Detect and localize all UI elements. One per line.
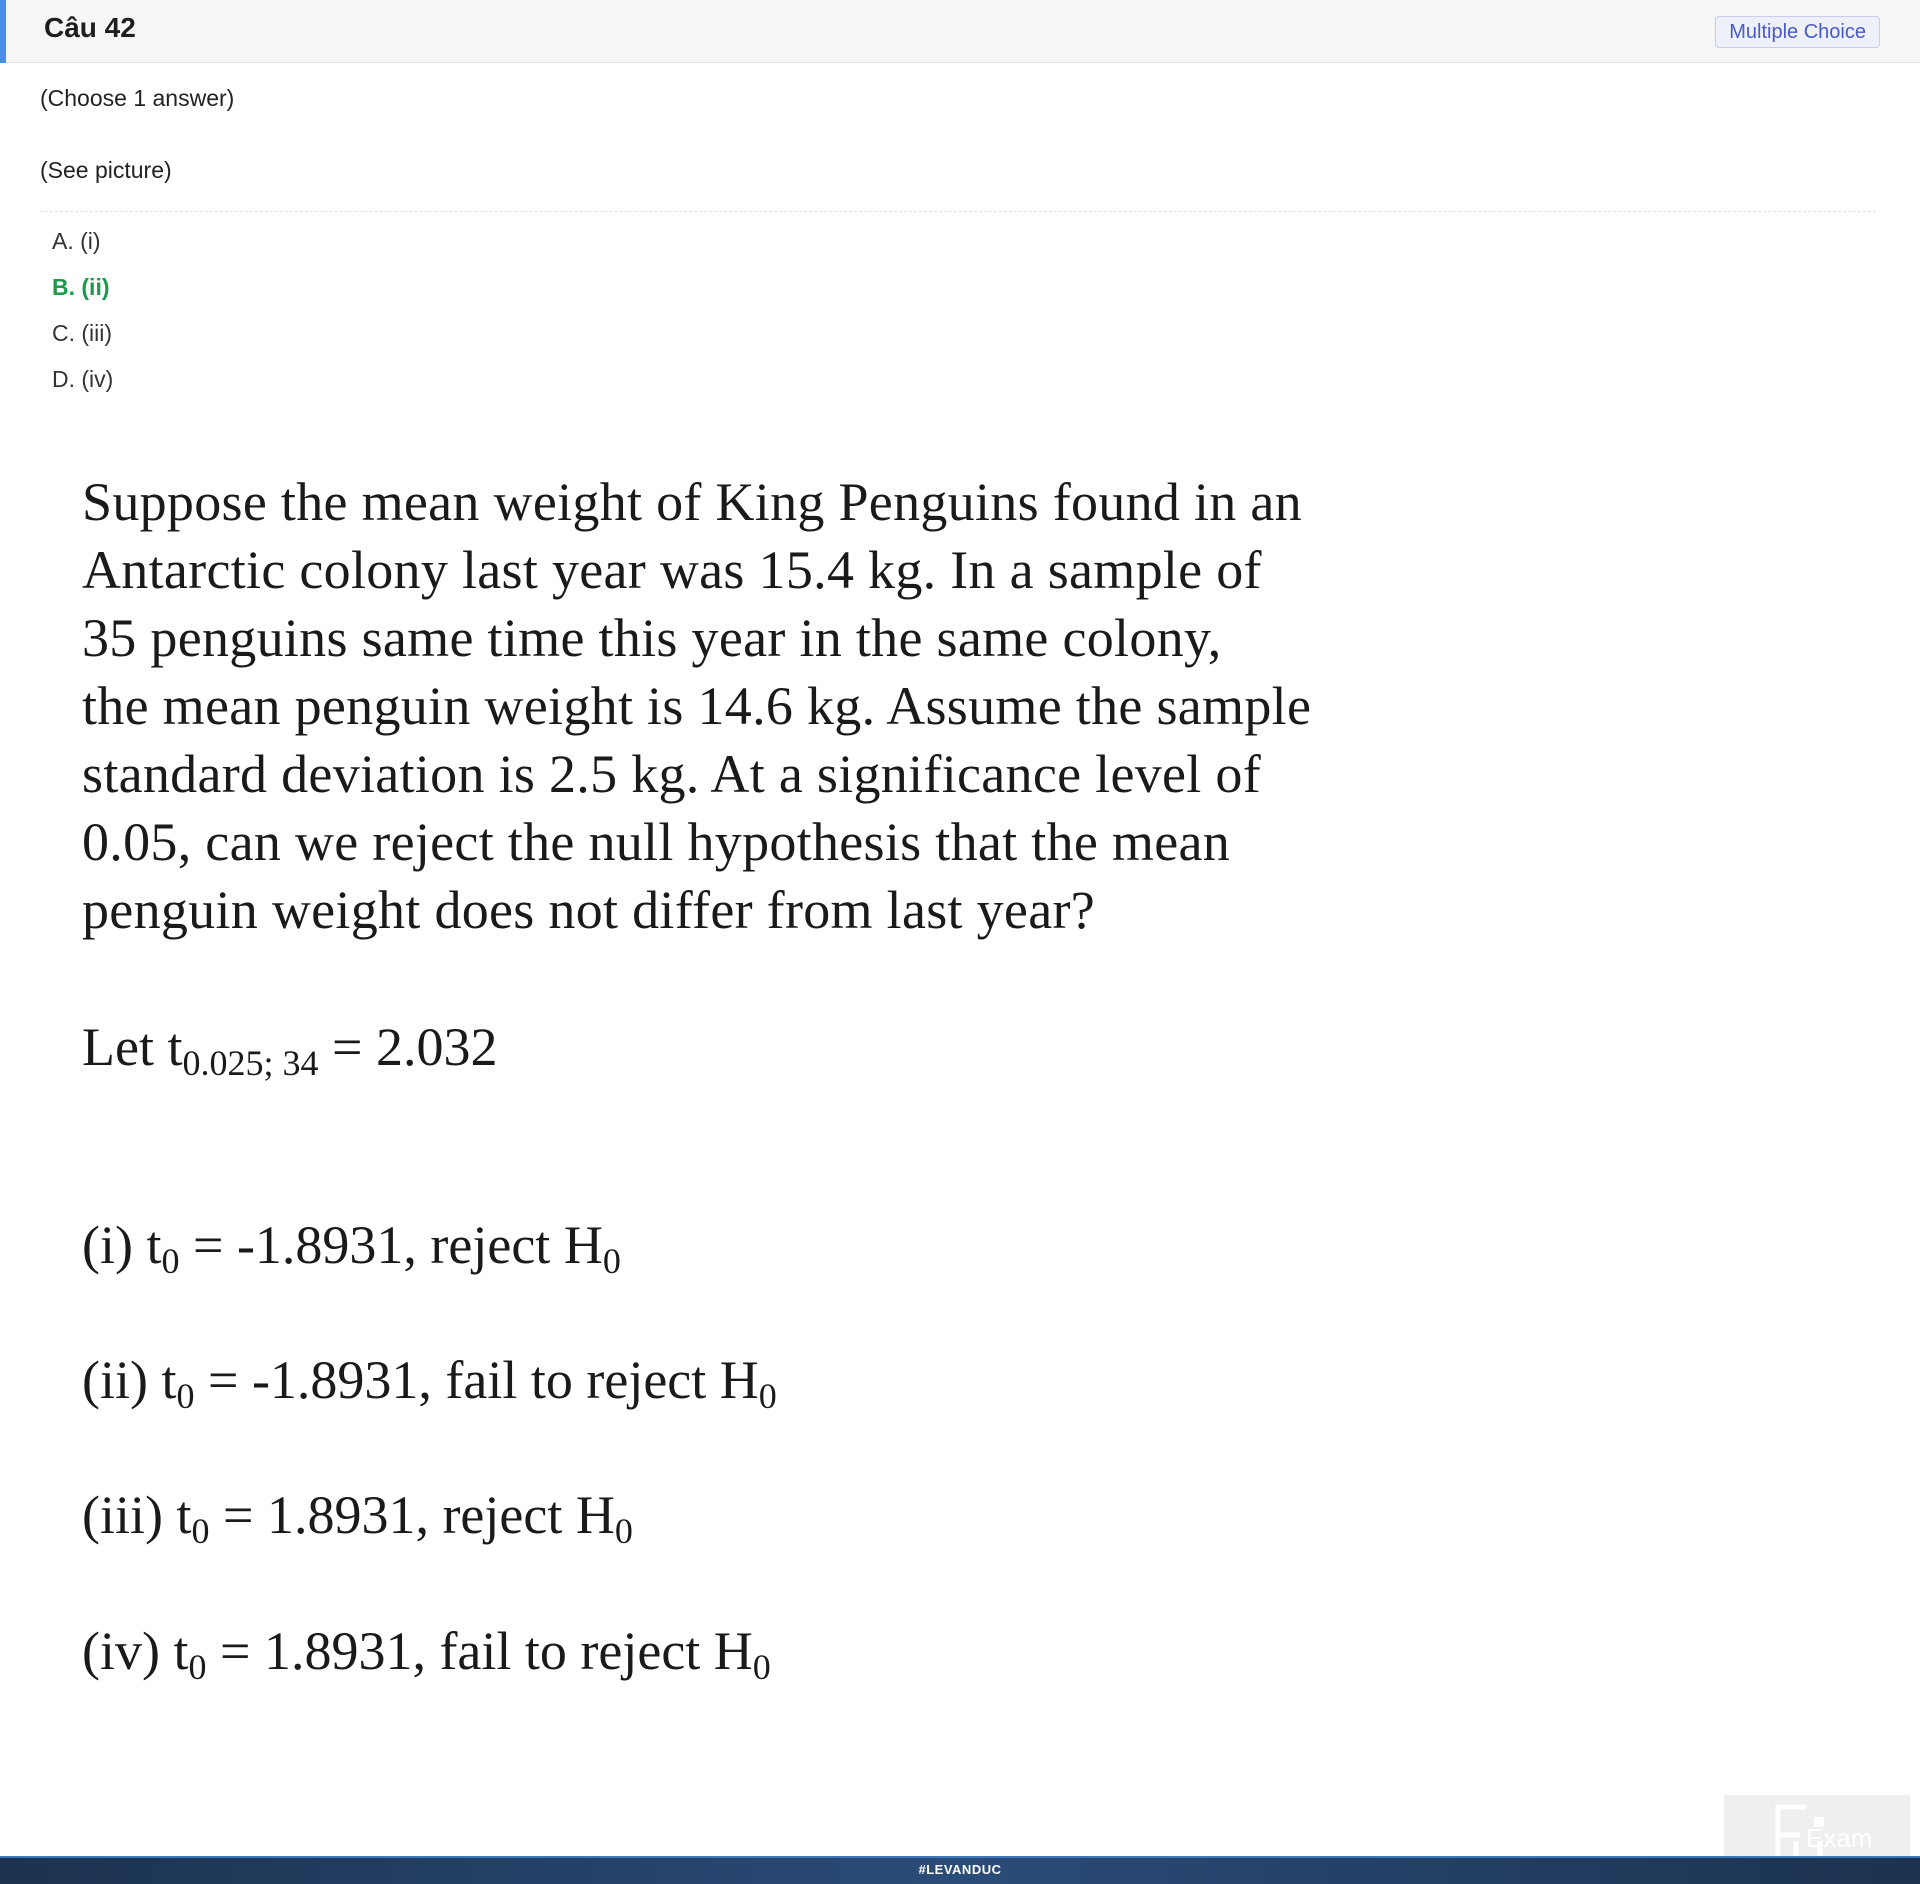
choice-subscript: 0 — [161, 1241, 180, 1281]
choice-end-subscript: 0 — [602, 1241, 621, 1281]
option-c[interactable]: C. (iii) — [52, 320, 113, 346]
picture-choice-i — [82, 1214, 621, 1281]
choice-subscript: 0 — [176, 1376, 195, 1416]
header-accent-bar — [0, 0, 6, 63]
picture-choice-iii — [82, 1484, 633, 1551]
let-value: = 2.032 — [318, 1017, 498, 1077]
watermark-text: Exam — [1806, 1823, 1873, 1853]
choice-prefix: (iv) t — [82, 1621, 189, 1681]
problem-line: 35 penguins same time this year in the same colony, — [82, 608, 1222, 668]
critical-value-statement — [82, 1016, 498, 1083]
choice-text: = 1.8931, fail to reject H — [206, 1621, 753, 1681]
choice-text: = 1.8931, reject H — [209, 1485, 615, 1545]
choice-subscript: 0 — [191, 1511, 210, 1551]
choice-prefix: (iii) t — [82, 1485, 192, 1545]
question-title: Câu 42 — [44, 12, 136, 43]
choice-end-subscript: 0 — [752, 1647, 771, 1687]
divider — [40, 211, 1876, 212]
option-a[interactable]: A. (i) — [52, 228, 101, 254]
problem-statement — [82, 468, 1422, 944]
choice-end-subscript: 0 — [758, 1376, 777, 1416]
question-header — [0, 0, 1920, 63]
question-prompt: (See picture) — [40, 157, 172, 183]
let-prefix: Let t — [82, 1017, 183, 1077]
question-type-badge: Multiple Choice — [1715, 16, 1880, 48]
let-subscript: 0.025; 34 — [182, 1043, 319, 1083]
choice-text: = -1.8931, reject H — [179, 1215, 603, 1275]
problem-line: penguin weight does not differ from last year? — [82, 880, 1096, 940]
picture-choice-ii — [82, 1349, 777, 1416]
choice-subscript: 0 — [188, 1647, 207, 1687]
footer-text: #LEVANDUC — [918, 1862, 1002, 1877]
problem-line: Antarctic colony last year was 15.4 kg. In a sample of — [82, 540, 1262, 600]
question-picture — [82, 468, 1422, 1718]
choice-text: = -1.8931, fail to reject H — [194, 1350, 759, 1410]
footer-bar — [0, 1856, 1920, 1884]
option-d[interactable]: D. (iv) — [52, 366, 114, 392]
problem-line: Suppose the mean weight of King Penguins found in an — [82, 472, 1302, 532]
picture-choice-iv — [82, 1620, 771, 1687]
choice-prefix: (i) t — [82, 1215, 162, 1275]
choice-prefix: (ii) t — [82, 1350, 177, 1410]
option-b-correct[interactable]: B. (ii) — [52, 274, 110, 300]
problem-line: 0.05, can we reject the null hypothesis that the mean — [82, 812, 1231, 872]
answer-instruction: (Choose 1 answer) — [40, 85, 235, 111]
problem-line: standard deviation is 2.5 kg. At a significance level of — [82, 744, 1261, 804]
problem-line: the mean penguin weight is 14.6 kg. Assume the sample — [82, 676, 1312, 736]
choice-end-subscript: 0 — [614, 1511, 633, 1551]
answer-options — [52, 226, 113, 410]
